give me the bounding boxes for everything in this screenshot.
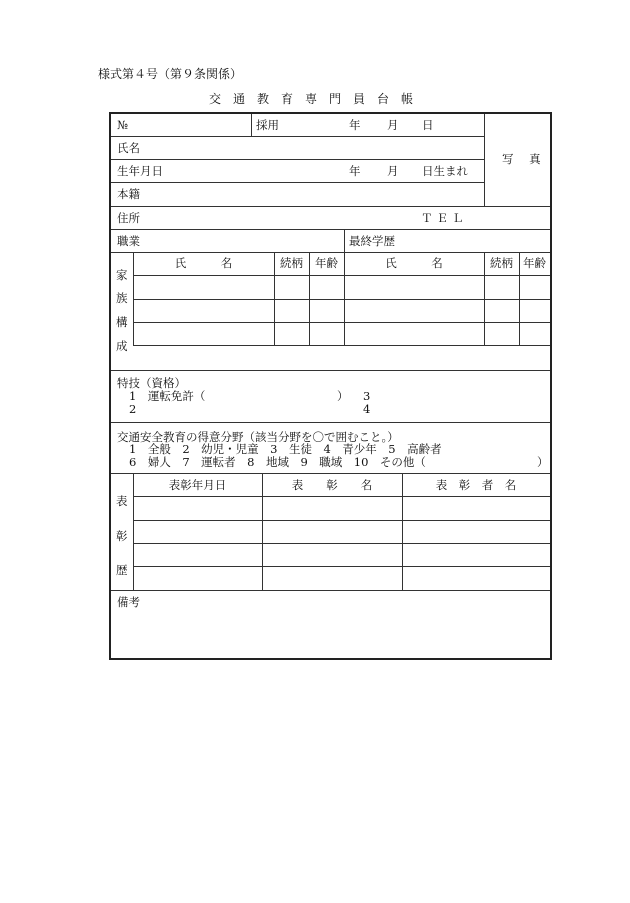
rule (133, 496, 550, 497)
awards-side-char: 表 (116, 494, 128, 508)
rule (133, 520, 550, 521)
birth-suffix-label: 日生まれ (422, 164, 468, 178)
rule (111, 136, 484, 137)
hire-date-label: 採用 (256, 118, 279, 132)
number-label: № (117, 118, 128, 132)
rule (133, 299, 550, 300)
family-side-char: 家 (116, 268, 128, 282)
register-table (109, 112, 552, 660)
rule (133, 275, 550, 276)
safety-options-line-1: 1 全般 2 幼児・児童 3 生徒 4 青少年 5 高齢者 (129, 442, 442, 456)
rule (133, 322, 550, 323)
occupation-label: 職業 (117, 234, 140, 248)
family-header-name: 氏 名 (174, 256, 233, 270)
rule (133, 345, 550, 346)
family-side-char: 成 (116, 339, 128, 353)
rule (111, 159, 484, 160)
family-header-age: 年齢 (315, 256, 338, 270)
birth-date-label: 生年月日 (117, 164, 163, 178)
tel-label: ＴＥＬ (421, 211, 468, 225)
rule (111, 422, 550, 423)
awards-header-presenter: 表 彰 者 名 (435, 478, 517, 492)
education-label: 最終学歴 (349, 234, 395, 248)
awards-side-char: 歴 (116, 563, 128, 577)
skills-item-3: 3 (363, 389, 371, 403)
safety-options-close: ） (537, 455, 549, 469)
awards-header-award: 表 彰 名 (291, 478, 373, 492)
rule (251, 114, 252, 136)
safety-options-line-2: 6 婦人 7 運転者 8 地域 9 職域 10 その他（ (129, 455, 426, 469)
rule (111, 370, 550, 371)
rule (111, 206, 550, 207)
skills-item-2: 2 (129, 402, 137, 416)
birth-month-label: 月 (387, 164, 399, 178)
domicile-label: 本籍 (117, 187, 140, 201)
rule (111, 229, 550, 230)
name-label: 氏名 (117, 141, 140, 155)
rule (111, 473, 550, 474)
rule (133, 566, 550, 567)
hire-year-label: 年 (349, 118, 361, 132)
rule (133, 543, 550, 544)
rule (484, 114, 485, 206)
rule (111, 590, 550, 591)
awards-side-char: 彰 (116, 529, 128, 543)
document-title: 交通教育専門員台帳 (208, 92, 425, 106)
awards-header-date: 表彰年月日 (168, 478, 227, 492)
form-number: 様式第４号（第９条関係） (98, 67, 243, 81)
skills-item-4: 4 (363, 402, 371, 416)
address-label: 住所 (117, 211, 140, 225)
photo-area-label: 写 真 (502, 152, 547, 166)
hire-day-label: 日 (422, 118, 434, 132)
hire-month-label: 月 (387, 118, 399, 132)
remarks-label: 備考 (117, 595, 140, 609)
birth-year-label: 年 (349, 164, 361, 178)
family-header-relation: 続柄 (280, 256, 303, 270)
family-side-char: 構 (116, 315, 128, 329)
skills-item-1-close: ） (337, 389, 349, 403)
rule (111, 182, 484, 183)
safety-education-label: 交通安全教育の得意分野（該当分野を〇で囲むこと。） (117, 430, 399, 444)
skills-label: 特技（資格） (117, 376, 186, 390)
rule (344, 229, 345, 345)
family-side-char: 族 (116, 291, 128, 305)
skills-item-1: 1 運転免許（ (129, 389, 206, 403)
family-header-relation: 続柄 (490, 256, 513, 270)
family-header-name: 氏 名 (385, 256, 443, 270)
family-header-age: 年齢 (523, 256, 546, 270)
